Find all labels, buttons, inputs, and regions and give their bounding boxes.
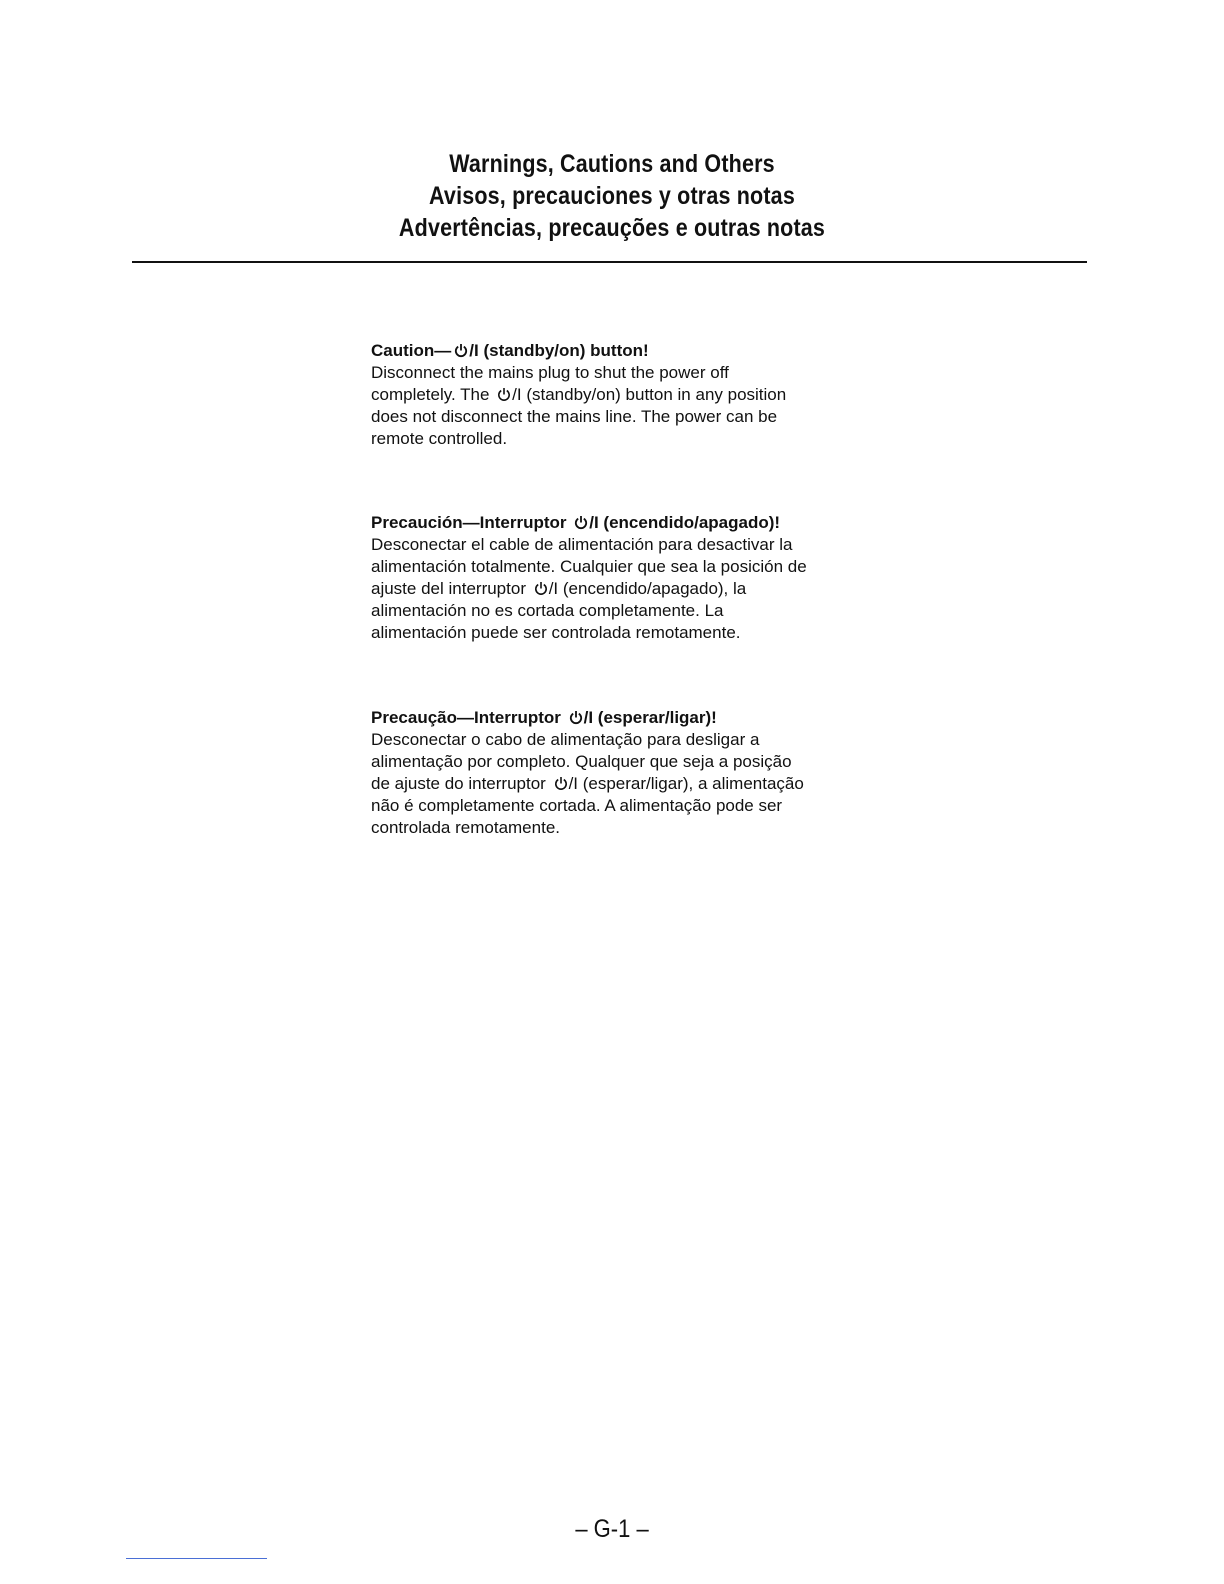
caution-heading-english-suffix: /I (standby/on) button!	[469, 341, 649, 360]
caution-body-spanish-line-4: alimentación no es cortada completamente. La	[371, 601, 724, 620]
caution-heading-spanish-prefix: Precaución—Interruptor	[371, 513, 572, 532]
caution-section-english	[371, 340, 871, 450]
bottom-link-underline	[126, 1558, 267, 1559]
page-title-block	[0, 148, 1224, 244]
caution-body-portuguese-line-1: Desconectar o cabo de alimentação para desligar a	[371, 730, 760, 749]
page-title-spanish: Avisos, precauciones y otras notas	[429, 182, 795, 210]
caution-body-portuguese-line-5: controlada remotamente.	[371, 818, 560, 837]
caution-body-spanish-line-1: Desconectar el cable de alimentación para desactivar la	[371, 535, 793, 554]
power-standby-icon	[454, 343, 468, 358]
caution-body-english-line-2	[371, 384, 871, 406]
page-title-portuguese: Advertências, precauções e outras notas	[398, 214, 826, 242]
caution-body-english-line-2-prefix: completely. The	[371, 385, 495, 404]
caution-section-portuguese	[371, 707, 871, 839]
power-standby-icon	[554, 776, 568, 791]
page-title-english: Warnings, Cautions and Others	[449, 150, 775, 178]
caution-body-spanish-line-3	[371, 578, 871, 600]
caution-body-portuguese-line-3-suffix: /I (esperar/ligar), a alimentação	[568, 774, 804, 793]
caution-body-english-line-2-suffix: /I (standby/on) button in any position	[512, 385, 787, 404]
caution-body-english-line-1: Disconnect the mains plug to shut the power off	[371, 363, 729, 382]
caution-body-portuguese-line-3	[371, 773, 871, 795]
caution-heading-spanish-suffix: /I (encendido/apagado)!	[589, 513, 781, 532]
title-divider	[132, 261, 1087, 263]
caution-body-english-line-3: does not disconnect the mains line. The power can be	[371, 407, 778, 426]
power-standby-icon	[534, 581, 548, 596]
caution-section-spanish	[371, 512, 871, 644]
caution-body-spanish-line-2: alimentación totalmente. Cualquier que sea la posición de	[371, 557, 807, 576]
caution-heading-portuguese	[371, 707, 871, 729]
power-standby-icon	[497, 387, 511, 402]
caution-body-portuguese-line-3-prefix: de ajuste do interruptor	[371, 774, 551, 793]
caution-heading-english-prefix: Caution—	[371, 341, 452, 360]
caution-body-portuguese-line-4: não é completamente cortada. A alimentação pode ser	[371, 796, 783, 815]
caution-body-portuguese-line-2: alimentação por completo. Qualquer que seja a posição	[371, 752, 792, 771]
caution-heading-english	[371, 340, 871, 362]
power-standby-icon	[569, 710, 583, 725]
caution-body-spanish-line-3-prefix: ajuste del interruptor	[371, 579, 531, 598]
caution-body-english-line-4: remote controlled.	[371, 429, 508, 448]
caution-heading-portuguese-suffix: /I (esperar/ligar)!	[583, 708, 717, 727]
power-standby-icon	[574, 515, 588, 530]
caution-heading-portuguese-prefix: Precaução—Interruptor	[371, 708, 566, 727]
caution-body-spanish-line-5: alimentación puede ser controlada remotamente.	[371, 623, 741, 642]
page-number: – G-1 –	[575, 1515, 649, 1543]
caution-body-spanish-line-3-suffix: /I (encendido/apagado), la	[548, 579, 747, 598]
caution-heading-spanish	[371, 512, 871, 534]
